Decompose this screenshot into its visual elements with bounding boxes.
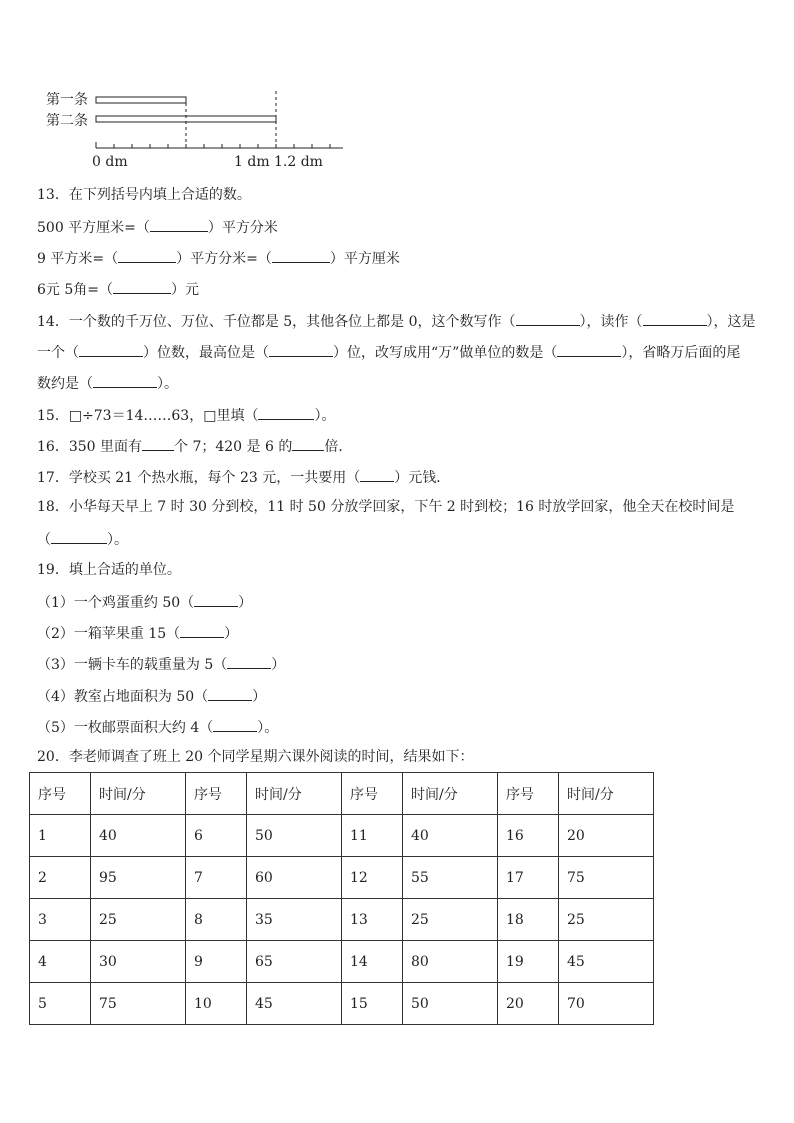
q17 (37, 467, 450, 487)
q19-text: ）。 (257, 720, 279, 736)
table-cell: 95 (91, 857, 186, 899)
answer-blank[interactable] (516, 311, 580, 326)
table-cell: 70 (559, 983, 654, 1025)
q15-text-after: ）。 (314, 408, 336, 424)
answer-blank[interactable] (360, 467, 394, 482)
q14-text: ）位，改写成用“万”做单位的数是（ (333, 345, 558, 361)
table-cell: 65 (247, 941, 342, 983)
q19-title: 19．填上合适的单位。 (37, 562, 181, 578)
q13c-text-after: ）元 (171, 282, 199, 298)
table-cell: 14 (342, 941, 403, 983)
q14-text: ）。 (157, 376, 178, 392)
q19-item (37, 592, 252, 612)
q16-text: 16．350 里面有 (37, 439, 142, 455)
axis-label-one-point-two: 1.2 dm (274, 154, 323, 170)
table-cell: 75 (559, 857, 654, 899)
q19-text: ） (252, 689, 267, 705)
q14-text: 14．一个数的千万位、万位、千位都是 5，其他各位上都是 0，这个数写作（ (37, 314, 516, 330)
q14-text: ），省略万后面的尾 (621, 345, 741, 361)
table-header-cell: 时间/分 (247, 773, 342, 815)
answer-blank[interactable] (150, 217, 208, 232)
answer-blank[interactable] (79, 342, 143, 357)
answer-blank[interactable] (227, 654, 271, 669)
answer-blank[interactable] (113, 279, 171, 294)
table-cell: 8 (186, 899, 247, 941)
table-cell: 6 (186, 815, 247, 857)
answer-blank[interactable] (557, 342, 621, 357)
q14-text: ），读作（ (579, 314, 643, 330)
table-header-cell: 时间/分 (403, 773, 498, 815)
table-cell: 3 (30, 899, 91, 941)
q19-item (37, 654, 285, 674)
table-row (30, 899, 654, 941)
axis-label-zero: 0 dm (92, 154, 128, 170)
q13a-text-before: 500 平方厘米=（ (37, 220, 150, 236)
q18-text-before: （ (37, 532, 51, 548)
q13-item-a (37, 217, 278, 237)
table-cell: 45 (247, 983, 342, 1025)
q19-text: （4）教室占地面积为 50（ (37, 689, 209, 705)
table-cell: 12 (342, 857, 403, 899)
table-cell: 13 (342, 899, 403, 941)
table-cell: 25 (91, 899, 186, 941)
table-header-cell: 时间/分 (559, 773, 654, 815)
q13-title: 13．在下列括号内填上合适的数。 (37, 187, 251, 203)
table-row (30, 815, 654, 857)
answer-blank[interactable] (142, 436, 174, 451)
table-cell: 16 (498, 815, 559, 857)
q14-line-1 (37, 311, 756, 331)
q19-text: （2）一箱苹果重 15（ (37, 626, 181, 642)
q14-line-2 (37, 342, 740, 362)
table-row (30, 983, 654, 1025)
answer-blank[interactable] (51, 529, 107, 544)
q19-text: ） (238, 595, 253, 611)
q14-text: ）位数，最高位是（ (143, 345, 269, 361)
q14-text: 数约是（ (37, 376, 93, 392)
q19-text: （5）一枚邮票面积大约 4（ (37, 720, 214, 736)
table-cell: 19 (498, 941, 559, 983)
table-cell: 50 (403, 983, 498, 1025)
q19-item (37, 623, 238, 643)
answer-blank[interactable] (213, 717, 257, 732)
answer-blank[interactable] (272, 248, 330, 263)
table-cell: 2 (30, 857, 91, 899)
table-cell: 20 (559, 815, 654, 857)
table-cell: 18 (498, 899, 559, 941)
q13b-text-mid: ）平方分米=（ (176, 251, 272, 267)
q16 (37, 436, 352, 456)
table-header-cell: 序号 (498, 773, 559, 815)
answer-blank[interactable] (269, 342, 333, 357)
table-row (30, 857, 654, 899)
q19-item (37, 686, 266, 706)
answer-blank[interactable] (208, 686, 252, 701)
table-cell: 4 (30, 941, 91, 983)
q13-item-b (37, 248, 400, 268)
q16-text: 个 7；420 是 6 的 (174, 439, 293, 455)
table-header-cell: 时间/分 (91, 773, 186, 815)
table-cell: 55 (403, 857, 498, 899)
q19-text: （1）一个鸡蛋重约 50（ (37, 595, 195, 611)
q16-text: 倍． (324, 439, 353, 455)
table-cell: 9 (186, 941, 247, 983)
table-cell: 35 (247, 899, 342, 941)
table-cell: 7 (186, 857, 247, 899)
q19-text: ） (271, 657, 286, 673)
table-header-cell: 序号 (186, 773, 247, 815)
table-cell: 15 (342, 983, 403, 1025)
table-cell: 40 (403, 815, 498, 857)
table-header-row (30, 773, 654, 815)
table-header-cell: 序号 (342, 773, 403, 815)
q20-title: 20．李老师调查了班上 20 个同学星期六课外阅读的时间，结果如下： (37, 749, 474, 765)
table-cell: 30 (91, 941, 186, 983)
table-cell: 20 (498, 983, 559, 1025)
answer-blank[interactable] (258, 405, 314, 420)
strip-label-second: 第二条 (46, 113, 88, 129)
table-cell: 25 (403, 899, 498, 941)
strip-first (96, 97, 186, 103)
q18-line-1: 18．小华每天早上 7 时 30 分到校，11 时 50 分放学回家，下午 2 时到校；16 时放学回家，他全天在校时间是 (37, 499, 735, 515)
table-cell: 80 (403, 941, 498, 983)
q19-text: （3）一辆卡车的载重量为 5（ (37, 657, 228, 673)
table-cell: 50 (247, 815, 342, 857)
answer-blank[interactable] (643, 311, 707, 326)
answer-blank[interactable] (292, 436, 324, 451)
table-cell: 11 (342, 815, 403, 857)
table-cell: 25 (559, 899, 654, 941)
q19-text: ） (224, 626, 239, 642)
q17-text-before: 17．学校买 21 个热水瓶，每个 23 元，一共要用（ (37, 470, 361, 486)
strip-label-first: 第一条 (46, 92, 88, 108)
answer-blank[interactable] (180, 623, 224, 638)
table-row (30, 941, 654, 983)
q14-text: 一个（ (37, 345, 79, 361)
table-cell: 10 (186, 983, 247, 1025)
table-cell: 45 (559, 941, 654, 983)
reading-time-table (29, 772, 654, 1025)
length-comparison-diagram (38, 88, 358, 172)
q13b-text-after: ）平方厘米 (329, 251, 400, 267)
table-cell: 1 (30, 815, 91, 857)
answer-blank[interactable] (118, 248, 176, 263)
q15 (37, 405, 335, 425)
q17-text-after: ）元钱． (394, 470, 451, 486)
answer-blank[interactable] (93, 373, 157, 388)
axis-label-one: 1 dm (234, 154, 270, 170)
q13a-text-after: ）平方分米 (207, 220, 278, 236)
table-cell: 17 (498, 857, 559, 899)
answer-blank[interactable] (194, 592, 238, 607)
table-cell: 5 (30, 983, 91, 1025)
q14-line-3 (37, 373, 178, 393)
q13b-text-before: 9 平方米=（ (37, 251, 119, 267)
table-cell: 60 (247, 857, 342, 899)
q19-item (37, 717, 278, 737)
q15-text-before: 15．□÷73＝14……63，□里填（ (37, 408, 259, 424)
q18-line-2 (37, 529, 128, 549)
q13-item-c (37, 279, 199, 299)
table-header-cell: 序号 (30, 773, 91, 815)
table-cell: 75 (91, 983, 186, 1025)
q13c-text-before: 6元 5角=（ (37, 282, 113, 298)
q14-text: ），这是 (706, 314, 756, 330)
q18-text-after: ）。 (107, 532, 128, 548)
table-cell: 40 (91, 815, 186, 857)
